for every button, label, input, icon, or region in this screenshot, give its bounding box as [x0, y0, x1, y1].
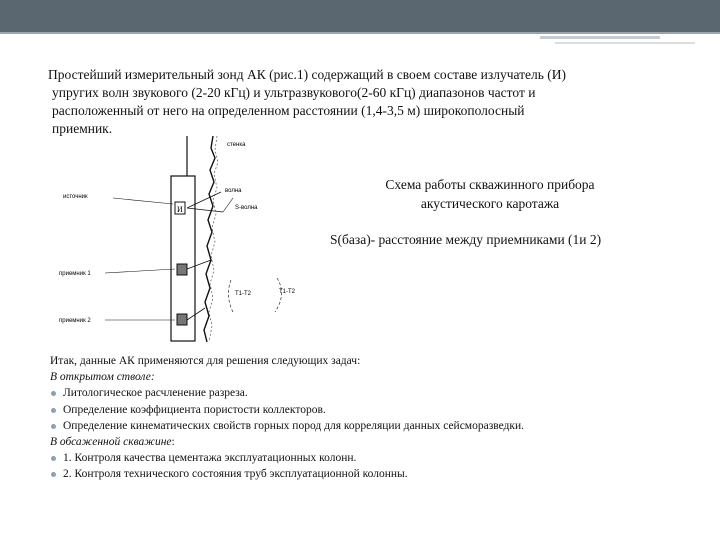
- label-receiver-2: приемник 2: [59, 318, 91, 324]
- leader-receiver-1: [105, 269, 175, 273]
- figure-caption: [340, 175, 640, 213]
- cased-hole-heading-line: [50, 434, 700, 450]
- intro-line: упругих волн звукового (2-20 кГц) и ультразвукового(2-60 кГц) диапазонов частот и: [52, 85, 536, 100]
- decor-line-secondary: [555, 42, 695, 44]
- label-receiver-1: приемник 1: [59, 271, 91, 277]
- decor-line: [540, 36, 660, 39]
- tasks-intro: Итак, данные АК применяются для решения следующих задач:: [50, 355, 361, 367]
- open-hole-list: [50, 385, 700, 434]
- logging-tool-diagram: [55, 136, 315, 346]
- list-item: Литологическое расчленение разреза.: [50, 385, 700, 401]
- label-wave2: S-волна: [235, 205, 258, 211]
- receiver-2-box: [177, 314, 187, 325]
- cased-hole-colon: :: [171, 436, 175, 449]
- intro-paragraph: [48, 66, 678, 138]
- bracket: [275, 278, 282, 312]
- label-emitter: источник: [63, 194, 88, 200]
- open-hole-heading: В открытом стволе:: [50, 371, 155, 384]
- top-bar-accent: [0, 32, 720, 34]
- label-wave1: волна: [225, 188, 242, 194]
- intro-line: расположенный от него на определенном расстоянии (1,4-3,5 м) широкополосный: [52, 103, 525, 118]
- label-mid1: T1-T2: [235, 291, 252, 297]
- leader-emitter: [113, 198, 173, 204]
- intro-line: Простейший измерительный зонд АК (рис.1) содержащий в своем составе излучатель (И): [48, 67, 567, 82]
- caption-line: Схема работы скважинного прибора: [385, 177, 595, 192]
- list-item: Определение кинематических свойств горных пород для корреляции данных сейсморазведки.: [50, 418, 700, 434]
- base-definition: S(база)- расстояние между приемниками (1и 2): [330, 232, 602, 247]
- label-top: стенка: [227, 142, 246, 148]
- caption-line: акустического каротажа: [420, 196, 560, 211]
- list-item: Определение коэффициента пористости коллекторов.: [50, 402, 700, 418]
- list-item: 2. Контроля технического состояния труб эксплуатационной колонны.: [50, 466, 700, 482]
- tasks-section: [50, 353, 700, 483]
- intro-line: приемник.: [52, 121, 113, 136]
- top-bar: [0, 0, 720, 32]
- receiver-1-box: [177, 264, 187, 275]
- borehole-wall-outer: [209, 136, 218, 342]
- bracket: [228, 280, 233, 312]
- wave-ray: [223, 198, 233, 212]
- label-mid2: T1-T2: [279, 289, 296, 295]
- cased-hole-heading: В обсаженной скважине: [50, 436, 172, 449]
- cased-hole-list: [50, 450, 700, 482]
- list-item: 1. Контроля качества цементажа эксплуатационных колонн.: [50, 450, 700, 466]
- emitter-letter: И: [177, 205, 183, 214]
